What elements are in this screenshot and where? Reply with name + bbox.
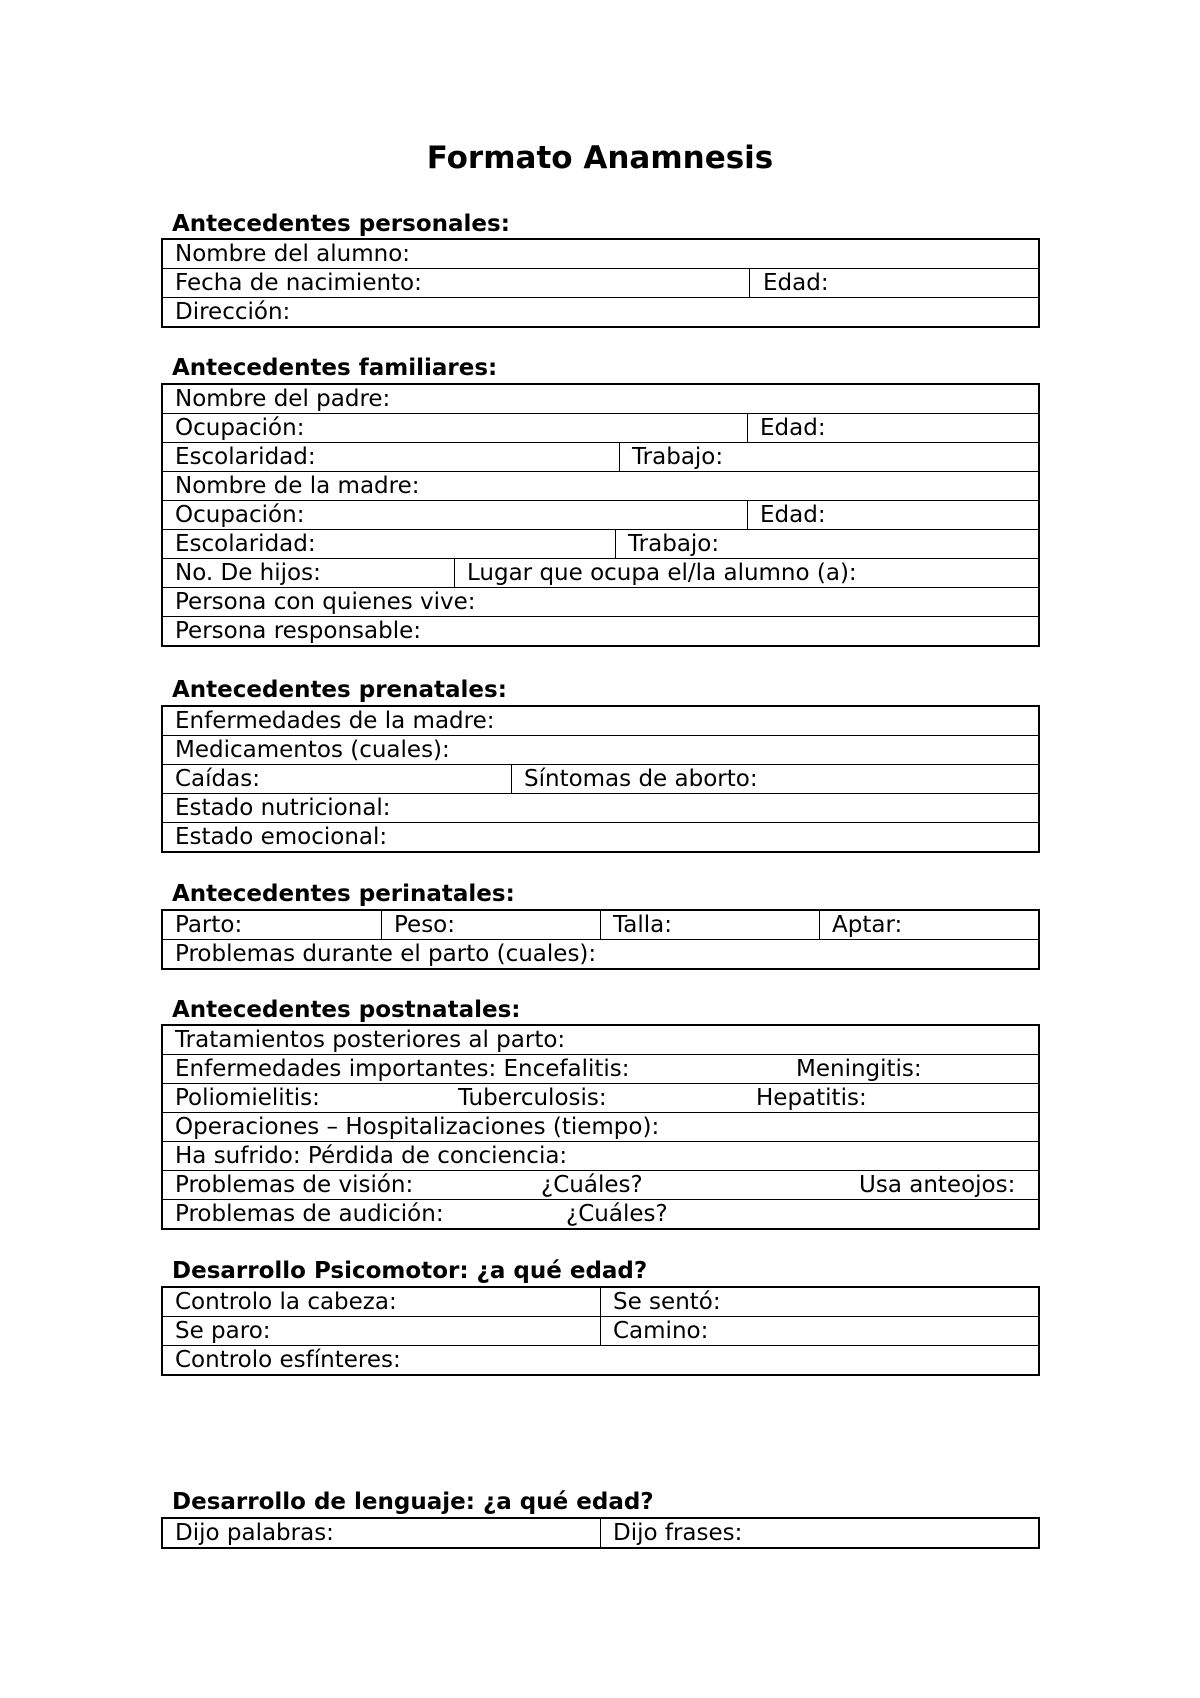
table-familiares [161, 383, 1040, 647]
field-controlo-esfinteres[interactable]: Controlo esfínteres: [175, 1347, 401, 1373]
section-heading-perinatales: Antecedentes perinatales: [172, 881, 515, 907]
field-aptar[interactable]: Aptar: [819, 911, 902, 939]
field-tuberculosis[interactable]: Tuberculosis: [458, 1085, 607, 1111]
form-row [163, 911, 1038, 939]
field-persona-responsable[interactable]: Persona responsable: [175, 618, 421, 644]
table-lenguaje [161, 1517, 1040, 1549]
table-prenatales [161, 705, 1040, 853]
field-ocupacion-padre[interactable]: Ocupación: [175, 415, 305, 441]
field-dijo-frases[interactable]: Dijo frases: [600, 1519, 742, 1547]
field-se-sento[interactable]: Se sentó: [600, 1288, 721, 1316]
field-poliomielitis[interactable]: Poliomielitis: [175, 1085, 320, 1111]
field-estado-emocional[interactable]: Estado emocional: [175, 824, 388, 850]
field-camino[interactable]: Camino: [600, 1317, 708, 1345]
table-personales [161, 238, 1040, 328]
field-enfermedades-importantes[interactable]: Enfermedades importantes: Encefalitis: [175, 1056, 630, 1082]
field-trabajo-padre[interactable]: Trabajo: [619, 443, 723, 471]
field-lugar-ocupa[interactable]: Lugar que ocupa el/la alumno (a): [454, 559, 857, 587]
field-ocupacion-madre[interactable]: Ocupación: [175, 502, 305, 528]
form-row [163, 1170, 1038, 1199]
form-row [163, 822, 1038, 851]
field-cuales-vision[interactable]: ¿Cuáles? [541, 1172, 643, 1198]
form-row [163, 385, 1038, 413]
form-row [163, 1141, 1038, 1170]
form-row [163, 297, 1038, 326]
field-usa-anteojos[interactable]: Usa anteojos: [859, 1172, 1016, 1198]
field-nombre-alumno[interactable]: Nombre del alumno: [175, 241, 411, 267]
field-sintomas-aborto[interactable]: Síntomas de aborto: [511, 765, 758, 793]
form-row [163, 1345, 1038, 1374]
form-row [163, 587, 1038, 616]
form-row [163, 413, 1038, 442]
field-no-hijos[interactable]: No. De hijos: [175, 560, 321, 586]
form-row [163, 268, 1038, 297]
section-heading-personales: Antecedentes personales: [172, 211, 510, 237]
field-escolaridad-padre[interactable]: Escolaridad: [175, 444, 316, 470]
field-fecha-nacimiento[interactable]: Fecha de nacimiento: [175, 270, 422, 296]
section-heading-familiares: Antecedentes familiares: [172, 355, 498, 381]
form-row [163, 558, 1038, 587]
form-row [163, 793, 1038, 822]
field-dijo-palabras[interactable]: Dijo palabras: [175, 1520, 334, 1546]
form-row [163, 1054, 1038, 1083]
form-row [163, 500, 1038, 529]
form-row [163, 1026, 1038, 1054]
field-parto[interactable]: Parto: [175, 912, 243, 938]
field-controlo-cabeza[interactable]: Controlo la cabeza: [175, 1289, 397, 1315]
form-row [163, 1316, 1038, 1345]
form-row [163, 707, 1038, 735]
section-heading-lenguaje: Desarrollo de lenguaje: ¿a qué edad? [172, 1489, 654, 1515]
field-nombre-padre[interactable]: Nombre del padre: [175, 386, 391, 412]
form-row [163, 1083, 1038, 1112]
field-talla[interactable]: Talla: [600, 911, 672, 939]
field-problemas-audicion[interactable]: Problemas de audición: [175, 1201, 444, 1227]
field-nombre-madre[interactable]: Nombre de la madre: [175, 473, 420, 499]
field-edad-alumno[interactable]: Edad: [749, 269, 829, 297]
field-se-paro[interactable]: Se paro: [175, 1318, 271, 1344]
form-row [163, 471, 1038, 500]
field-escolaridad-madre[interactable]: Escolaridad: [175, 531, 316, 557]
field-meningitis[interactable]: Meningitis: [796, 1056, 922, 1082]
form-row [163, 939, 1038, 968]
form-row [163, 1519, 1038, 1547]
form-row [163, 1112, 1038, 1141]
field-problemas-parto[interactable]: Problemas durante el parto (cuales): [175, 941, 597, 967]
document-title: Formato Anamnesis [426, 140, 774, 176]
field-edad-madre[interactable]: Edad: [747, 501, 826, 529]
field-medicamentos[interactable]: Medicamentos (cuales): [175, 737, 450, 763]
form-row [163, 442, 1038, 471]
section-heading-postnatales: Antecedentes postnatales: [172, 997, 521, 1023]
form-row [163, 1199, 1038, 1228]
field-problemas-vision[interactable]: Problemas de visión: [175, 1172, 414, 1198]
field-caidas[interactable]: Caídas: [175, 766, 260, 792]
field-peso[interactable]: Peso: [381, 911, 455, 939]
field-edad-padre[interactable]: Edad: [747, 414, 826, 442]
table-psicomotor [161, 1286, 1040, 1376]
form-row [163, 240, 1038, 268]
form-row [163, 764, 1038, 793]
form-row [163, 529, 1038, 558]
field-estado-nutricional[interactable]: Estado nutricional: [175, 795, 391, 821]
form-row [163, 1288, 1038, 1316]
section-heading-prenatales: Antecedentes prenatales: [172, 677, 507, 703]
field-hepatitis[interactable]: Hepatitis: [756, 1085, 867, 1111]
section-heading-psicomotor: Desarrollo Psicomotor: ¿a qué edad? [172, 1258, 648, 1284]
field-direccion[interactable]: Dirección: [175, 299, 291, 325]
field-trabajo-madre[interactable]: Trabajo: [615, 530, 719, 558]
field-ha-sufrido[interactable]: Ha sufrido: Pérdida de conciencia: [175, 1143, 568, 1169]
field-enfermedades-madre[interactable]: Enfermedades de la madre: [175, 708, 495, 734]
field-persona-vive[interactable]: Persona con quienes vive: [175, 589, 476, 615]
table-perinatales [161, 909, 1040, 970]
table-postnatales [161, 1024, 1040, 1230]
field-cuales-audicion[interactable]: ¿Cuáles? [566, 1201, 668, 1227]
form-row [163, 735, 1038, 764]
form-row [163, 616, 1038, 645]
field-operaciones[interactable]: Operaciones – Hospitalizaciones (tiempo): [175, 1114, 660, 1140]
field-tratamientos[interactable]: Tratamientos posteriores al parto: [175, 1027, 566, 1053]
